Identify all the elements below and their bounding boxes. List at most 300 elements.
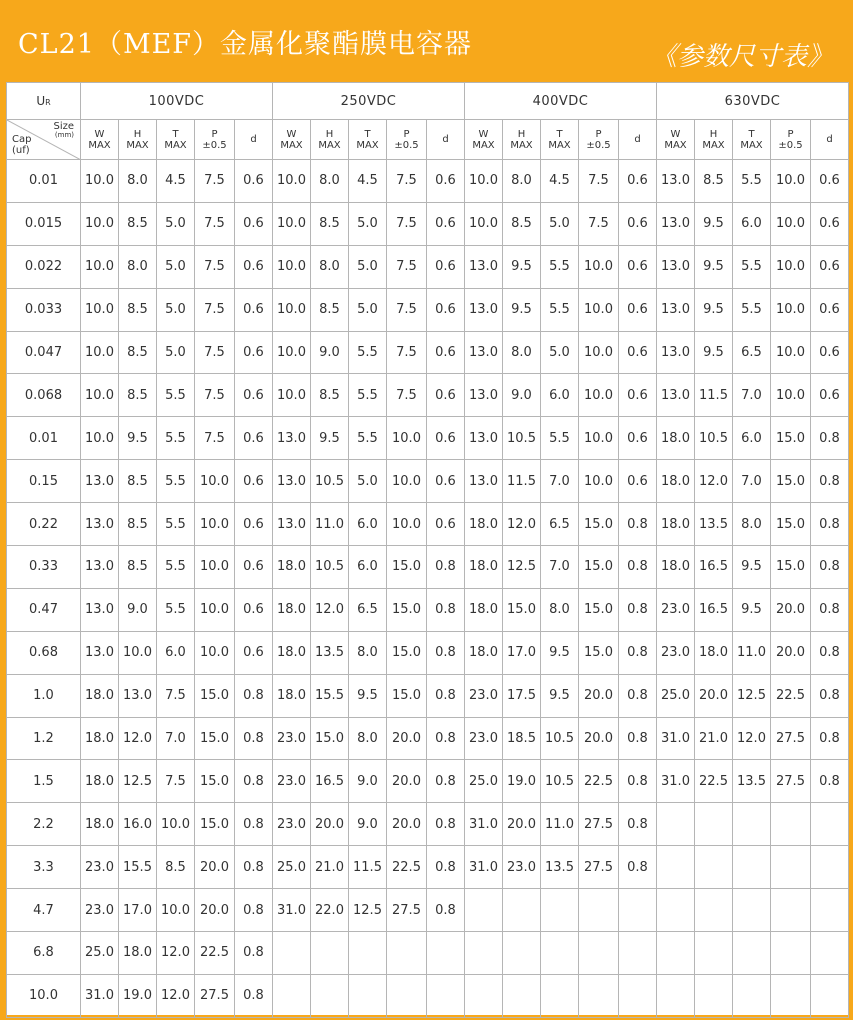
table-cell-t: 8.0 bbox=[349, 717, 387, 760]
header-d-max: d bbox=[427, 120, 465, 160]
header-t-max: T MAX bbox=[733, 120, 771, 160]
table-cell-t: 4.5 bbox=[349, 160, 387, 203]
table-cell-t: 5.0 bbox=[541, 202, 579, 245]
table-cell-p: 7.5 bbox=[195, 202, 235, 245]
table-cell-w: 10.0 bbox=[273, 374, 311, 417]
table-cell-w: 25.0 bbox=[81, 932, 119, 975]
table-cell-t: 5.5 bbox=[157, 417, 195, 460]
table-cell-d: 0.6 bbox=[235, 503, 273, 546]
table-cell-d: 0.6 bbox=[235, 160, 273, 203]
table-cell-t: 9.0 bbox=[349, 803, 387, 846]
table-cell-d: 0.8 bbox=[619, 760, 657, 803]
capacitance-cell: 6.8 bbox=[7, 932, 81, 975]
table-row bbox=[7, 717, 849, 760]
table-cell-p bbox=[771, 932, 811, 975]
table-cell-h: 10.5 bbox=[503, 417, 541, 460]
table-cell-h: 13.5 bbox=[695, 503, 733, 546]
table-cell-p: 15.0 bbox=[579, 546, 619, 589]
table-cell-w: 18.0 bbox=[657, 503, 695, 546]
table-cell-t: 5.0 bbox=[541, 331, 579, 374]
table-cell-p: 7.5 bbox=[387, 288, 427, 331]
table-cell-t: 7.0 bbox=[733, 374, 771, 417]
table-cell-t: 5.5 bbox=[157, 374, 195, 417]
table-cell-p: 10.0 bbox=[771, 288, 811, 331]
table-cell-t: 10.5 bbox=[541, 717, 579, 760]
table-cell-p: 10.0 bbox=[195, 503, 235, 546]
table-cell-h: 9.5 bbox=[503, 288, 541, 331]
table-cell-p: 15.0 bbox=[771, 546, 811, 589]
table-cell-p bbox=[387, 932, 427, 975]
table-cell-w: 13.0 bbox=[657, 245, 695, 288]
table-cell-h: 8.5 bbox=[119, 460, 157, 503]
table-cell-h: 17.0 bbox=[503, 631, 541, 674]
table-cell-h: 8.5 bbox=[119, 546, 157, 589]
table-cell-h: 18.0 bbox=[119, 932, 157, 975]
table-cell-d: 0.6 bbox=[619, 374, 657, 417]
table-cell-h: 11.5 bbox=[503, 460, 541, 503]
table-cell-w: 23.0 bbox=[273, 760, 311, 803]
table-cell-p: 10.0 bbox=[579, 331, 619, 374]
table-row bbox=[7, 674, 849, 717]
table-cell-d bbox=[619, 889, 657, 932]
capacitance-cell: 0.01 bbox=[7, 417, 81, 460]
table-cell-p: 20.0 bbox=[579, 674, 619, 717]
table-cell-w: 25.0 bbox=[465, 760, 503, 803]
table-cell-d: 0.8 bbox=[235, 889, 273, 932]
table-cell-w bbox=[657, 889, 695, 932]
table-cell-t bbox=[541, 932, 579, 975]
table-cell-t: 5.0 bbox=[157, 288, 195, 331]
table-cell-p: 15.0 bbox=[579, 503, 619, 546]
table-cell-p: 7.5 bbox=[195, 417, 235, 460]
table-cell-t bbox=[733, 846, 771, 889]
table-cell-t: 5.0 bbox=[349, 245, 387, 288]
table-cell-w bbox=[657, 803, 695, 846]
table-cell-p: 15.0 bbox=[195, 717, 235, 760]
table-cell-p: 27.5 bbox=[771, 717, 811, 760]
table-cell-d: 0.8 bbox=[427, 717, 465, 760]
table-cell-w: 31.0 bbox=[273, 889, 311, 932]
header-w-max: W MAX bbox=[465, 120, 503, 160]
table-cell-p: 22.5 bbox=[771, 674, 811, 717]
table-row bbox=[7, 160, 849, 203]
table-cell-h: 12.0 bbox=[119, 717, 157, 760]
table-cell-d bbox=[427, 974, 465, 1017]
table-cell-d: 0.6 bbox=[811, 245, 849, 288]
table-cell-h: 9.5 bbox=[119, 417, 157, 460]
table-cell-w: 25.0 bbox=[273, 846, 311, 889]
table-cell-h: 11.0 bbox=[311, 503, 349, 546]
table-cell-w: 10.0 bbox=[81, 288, 119, 331]
table-cell-p: 10.0 bbox=[195, 631, 235, 674]
table-row bbox=[7, 803, 849, 846]
table-cell-t: 5.0 bbox=[157, 331, 195, 374]
table-cell-h: 10.0 bbox=[119, 631, 157, 674]
capacitance-cell: 4.7 bbox=[7, 889, 81, 932]
table-cell-d bbox=[619, 932, 657, 975]
table-cell-w: 18.0 bbox=[657, 546, 695, 589]
table-cell-p: 15.0 bbox=[195, 760, 235, 803]
header-p-max: P ±0.5 bbox=[195, 120, 235, 160]
table-cell-p: 10.0 bbox=[579, 245, 619, 288]
table-cell-d bbox=[427, 932, 465, 975]
table-cell-w: 13.0 bbox=[465, 417, 503, 460]
table-row bbox=[7, 974, 849, 1017]
table-cell-p: 10.0 bbox=[579, 374, 619, 417]
voltage-header: 400VDC bbox=[465, 83, 657, 120]
table-cell-t: 5.5 bbox=[157, 460, 195, 503]
table-cell-h: 13.0 bbox=[119, 674, 157, 717]
header-w-max: W MAX bbox=[657, 120, 695, 160]
table-cell-p: 7.5 bbox=[195, 160, 235, 203]
table-cell-h: 8.0 bbox=[311, 160, 349, 203]
table-cell-w: 10.0 bbox=[81, 417, 119, 460]
header-h-max: H MAX bbox=[119, 120, 157, 160]
table-cell-d: 0.8 bbox=[619, 803, 657, 846]
table-row bbox=[7, 932, 849, 975]
table-cell-h: 12.0 bbox=[695, 460, 733, 503]
table-cell-d: 0.6 bbox=[427, 503, 465, 546]
table-cell-w: 18.0 bbox=[657, 460, 695, 503]
table-cell-t: 6.0 bbox=[157, 631, 195, 674]
table-cell-t: 6.0 bbox=[733, 202, 771, 245]
table-cell-p: 7.5 bbox=[387, 160, 427, 203]
table-cell-h bbox=[311, 932, 349, 975]
table-cell-p: 7.5 bbox=[387, 202, 427, 245]
table-cell-p: 10.0 bbox=[771, 160, 811, 203]
table-cell-h: 8.0 bbox=[119, 245, 157, 288]
table-cell-p: 10.0 bbox=[579, 460, 619, 503]
table-cell-t bbox=[733, 974, 771, 1017]
table-cell-h: 12.5 bbox=[119, 760, 157, 803]
table-cell-h: 15.5 bbox=[311, 674, 349, 717]
capacitance-cell: 2.2 bbox=[7, 803, 81, 846]
table-cell-h: 9.5 bbox=[311, 417, 349, 460]
table-row bbox=[7, 417, 849, 460]
table-cell-p: 7.5 bbox=[195, 331, 235, 374]
table-cell-h bbox=[695, 932, 733, 975]
table-cell-w: 10.0 bbox=[465, 160, 503, 203]
table-cell-p: 20.0 bbox=[195, 846, 235, 889]
table-cell-p bbox=[771, 889, 811, 932]
table-cell-p: 10.0 bbox=[387, 460, 427, 503]
table-cell-t: 8.0 bbox=[349, 631, 387, 674]
table-cell-t: 9.5 bbox=[733, 588, 771, 631]
table-cell-t: 7.0 bbox=[541, 546, 579, 589]
table-cell-w: 18.0 bbox=[465, 631, 503, 674]
table-cell-w bbox=[657, 932, 695, 975]
table-cell-t: 8.0 bbox=[733, 503, 771, 546]
table-cell-p: 22.5 bbox=[195, 932, 235, 975]
table-cell-t: 5.0 bbox=[349, 202, 387, 245]
table-cell-w bbox=[273, 974, 311, 1017]
voltage-header-row bbox=[7, 83, 849, 120]
table-cell-h: 16.5 bbox=[311, 760, 349, 803]
table-cell-t: 4.5 bbox=[157, 160, 195, 203]
header-h-max: H MAX bbox=[311, 120, 349, 160]
table-cell-d: 0.8 bbox=[619, 674, 657, 717]
table-cell-d: 0.6 bbox=[427, 417, 465, 460]
table-cell-h: 8.5 bbox=[311, 202, 349, 245]
header-h-max: H MAX bbox=[503, 120, 541, 160]
table-cell-p: 20.0 bbox=[579, 717, 619, 760]
table-cell-w: 13.0 bbox=[465, 331, 503, 374]
table-cell-d bbox=[811, 932, 849, 975]
table-cell-p: 27.5 bbox=[579, 846, 619, 889]
table-cell-p: 10.0 bbox=[387, 503, 427, 546]
table-cell-w: 18.0 bbox=[657, 417, 695, 460]
table-cell-d: 0.6 bbox=[811, 331, 849, 374]
table-cell-d: 0.8 bbox=[235, 674, 273, 717]
table-row bbox=[7, 331, 849, 374]
table-cell-p: 7.5 bbox=[579, 160, 619, 203]
table-cell-p: 10.0 bbox=[771, 202, 811, 245]
table-cell-t: 8.5 bbox=[157, 846, 195, 889]
table-cell-d: 0.6 bbox=[811, 202, 849, 245]
table-cell-w: 23.0 bbox=[465, 717, 503, 760]
header-h-max: H MAX bbox=[695, 120, 733, 160]
table-cell-d bbox=[811, 846, 849, 889]
voltage-header: 630VDC bbox=[657, 83, 849, 120]
table-cell-h: 16.0 bbox=[119, 803, 157, 846]
header-p-max: P ±0.5 bbox=[387, 120, 427, 160]
table-cell-h: 19.0 bbox=[119, 974, 157, 1017]
table-cell-p bbox=[579, 932, 619, 975]
table-cell-h: 15.0 bbox=[503, 588, 541, 631]
table-cell-h: 16.5 bbox=[695, 546, 733, 589]
table-cell-h: 15.0 bbox=[311, 717, 349, 760]
table-cell-h: 9.0 bbox=[119, 588, 157, 631]
table-cell-h: 8.5 bbox=[503, 202, 541, 245]
parameter-sheet bbox=[6, 82, 848, 1015]
table-cell-d: 0.6 bbox=[619, 245, 657, 288]
table-cell-t bbox=[733, 932, 771, 975]
table-cell-w: 13.0 bbox=[465, 374, 503, 417]
table-cell-d: 0.6 bbox=[427, 160, 465, 203]
table-cell-d: 0.6 bbox=[619, 160, 657, 203]
table-cell-d: 0.8 bbox=[427, 803, 465, 846]
table-cell-w: 10.0 bbox=[81, 202, 119, 245]
table-cell-h bbox=[695, 974, 733, 1017]
table-cell-w: 13.0 bbox=[657, 202, 695, 245]
table-cell-t: 7.0 bbox=[733, 460, 771, 503]
table-cell-d: 0.6 bbox=[235, 202, 273, 245]
table-cell-d: 0.8 bbox=[619, 503, 657, 546]
table-cell-w bbox=[465, 889, 503, 932]
table-cell-d: 0.6 bbox=[427, 245, 465, 288]
capacitance-cell: 10.0 bbox=[7, 974, 81, 1017]
capacitance-cell: 3.3 bbox=[7, 846, 81, 889]
table-cell-h: 17.5 bbox=[503, 674, 541, 717]
table-cell-h: 8.0 bbox=[311, 245, 349, 288]
table-cell-d: 0.8 bbox=[427, 889, 465, 932]
table-cell-t: 5.5 bbox=[157, 503, 195, 546]
table-cell-p: 10.0 bbox=[387, 417, 427, 460]
capacitance-cell: 1.5 bbox=[7, 760, 81, 803]
capacitance-cell: 0.033 bbox=[7, 288, 81, 331]
table-cell-d: 0.6 bbox=[811, 160, 849, 203]
table-cell-p: 22.5 bbox=[387, 846, 427, 889]
table-cell-h: 17.0 bbox=[119, 889, 157, 932]
table-cell-d: 0.6 bbox=[619, 331, 657, 374]
capacitance-cell: 0.47 bbox=[7, 588, 81, 631]
voltage-header: 250VDC bbox=[273, 83, 465, 120]
table-cell-w: 10.0 bbox=[81, 331, 119, 374]
table-cell-w: 10.0 bbox=[273, 160, 311, 203]
table-cell-w: 18.0 bbox=[273, 674, 311, 717]
table-cell-t: 11.5 bbox=[349, 846, 387, 889]
table-cell-w: 23.0 bbox=[465, 674, 503, 717]
table-cell-t: 8.0 bbox=[541, 588, 579, 631]
table-cell-d: 0.8 bbox=[811, 417, 849, 460]
table-cell-h bbox=[695, 889, 733, 932]
table-cell-d: 0.8 bbox=[427, 588, 465, 631]
table-cell-d: 0.6 bbox=[235, 245, 273, 288]
table-cell-h: 8.5 bbox=[119, 288, 157, 331]
table-cell-d: 0.6 bbox=[235, 460, 273, 503]
table-cell-w: 13.0 bbox=[657, 288, 695, 331]
table-cell-p: 7.5 bbox=[387, 374, 427, 417]
table-cell-t: 13.5 bbox=[541, 846, 579, 889]
table-cell-p: 15.0 bbox=[195, 674, 235, 717]
table-cell-p: 15.0 bbox=[387, 631, 427, 674]
table-cell-p: 10.0 bbox=[579, 288, 619, 331]
table-row bbox=[7, 460, 849, 503]
table-cell-w: 13.0 bbox=[465, 460, 503, 503]
table-row bbox=[7, 546, 849, 589]
table-cell-w: 23.0 bbox=[81, 889, 119, 932]
table-cell-w: 13.0 bbox=[81, 503, 119, 546]
table-cell-p: 10.0 bbox=[771, 331, 811, 374]
table-cell-p: 15.0 bbox=[771, 503, 811, 546]
table-row bbox=[7, 503, 849, 546]
table-cell-h: 8.0 bbox=[503, 160, 541, 203]
table-cell-h: 9.5 bbox=[695, 202, 733, 245]
table-cell-w: 13.0 bbox=[465, 288, 503, 331]
table-cell-d: 0.8 bbox=[619, 631, 657, 674]
table-cell-w: 10.0 bbox=[273, 245, 311, 288]
table-cell-p: 10.0 bbox=[195, 588, 235, 631]
table-cell-d: 0.6 bbox=[619, 202, 657, 245]
table-cell-w: 18.0 bbox=[273, 631, 311, 674]
table-cell-h: 10.5 bbox=[695, 417, 733, 460]
table-cell-d: 0.6 bbox=[235, 288, 273, 331]
table-cell-w: 13.0 bbox=[657, 374, 695, 417]
table-cell-w: 18.0 bbox=[465, 503, 503, 546]
table-cell-p bbox=[771, 974, 811, 1017]
table-cell-p: 10.0 bbox=[195, 460, 235, 503]
table-cell-p bbox=[579, 889, 619, 932]
table-cell-h: 8.5 bbox=[119, 331, 157, 374]
table-row bbox=[7, 760, 849, 803]
table-row bbox=[7, 588, 849, 631]
table-cell-w: 23.0 bbox=[657, 588, 695, 631]
table-cell-w: 31.0 bbox=[465, 803, 503, 846]
table-cell-w: 13.0 bbox=[81, 546, 119, 589]
table-cell-h: 18.5 bbox=[503, 717, 541, 760]
table-cell-h bbox=[503, 974, 541, 1017]
table-cell-p: 15.0 bbox=[579, 588, 619, 631]
header-d-max: d bbox=[811, 120, 849, 160]
table-cell-t bbox=[541, 889, 579, 932]
table-cell-d: 0.8 bbox=[235, 760, 273, 803]
table-cell-w: 18.0 bbox=[81, 674, 119, 717]
table-cell-w bbox=[657, 846, 695, 889]
table-cell-d: 0.6 bbox=[811, 374, 849, 417]
table-cell-t: 7.5 bbox=[157, 674, 195, 717]
capacitance-cell: 0.022 bbox=[7, 245, 81, 288]
table-cell-w: 31.0 bbox=[657, 760, 695, 803]
table-cell-w: 13.0 bbox=[81, 631, 119, 674]
capacitance-cell: 1.0 bbox=[7, 674, 81, 717]
table-cell-d: 0.6 bbox=[235, 631, 273, 674]
table-cell-p: 10.0 bbox=[195, 546, 235, 589]
table-cell-w: 10.0 bbox=[273, 202, 311, 245]
table-cell-h: 9.5 bbox=[695, 245, 733, 288]
table-cell-t: 12.0 bbox=[157, 932, 195, 975]
rated-voltage-label: UR bbox=[7, 83, 81, 120]
table-cell-h: 9.5 bbox=[695, 288, 733, 331]
table-cell-t: 7.0 bbox=[157, 717, 195, 760]
capacitance-cell: 0.15 bbox=[7, 460, 81, 503]
table-cell-t: 6.5 bbox=[541, 503, 579, 546]
table-cell-d: 0.8 bbox=[427, 674, 465, 717]
capacitance-cell: 0.33 bbox=[7, 546, 81, 589]
table-cell-t: 12.0 bbox=[733, 717, 771, 760]
table-cell-d: 0.8 bbox=[235, 803, 273, 846]
table-cell-p bbox=[579, 974, 619, 1017]
header-d-max: d bbox=[235, 120, 273, 160]
table-cell-d: 0.6 bbox=[619, 288, 657, 331]
capacitance-cell: 1.2 bbox=[7, 717, 81, 760]
table-cell-t: 5.5 bbox=[157, 588, 195, 631]
table-cell-p: 7.5 bbox=[579, 202, 619, 245]
table-cell-p: 27.5 bbox=[579, 803, 619, 846]
table-cell-h: 12.0 bbox=[311, 588, 349, 631]
table-cell-d: 0.8 bbox=[235, 932, 273, 975]
table-cell-w: 25.0 bbox=[657, 674, 695, 717]
table-cell-h: 22.5 bbox=[695, 760, 733, 803]
table-row bbox=[7, 288, 849, 331]
table-cell-t: 5.5 bbox=[541, 288, 579, 331]
cap-label: Cap (uf) bbox=[12, 134, 32, 156]
table-cell-d: 0.8 bbox=[619, 846, 657, 889]
table-cell-p: 15.0 bbox=[771, 417, 811, 460]
table-cell-t: 5.0 bbox=[349, 288, 387, 331]
table-cell-h: 16.5 bbox=[695, 588, 733, 631]
table-cell-d: 0.8 bbox=[811, 760, 849, 803]
table-cell-d: 0.6 bbox=[235, 588, 273, 631]
header-p-max: P ±0.5 bbox=[579, 120, 619, 160]
table-cell-w: 10.0 bbox=[81, 160, 119, 203]
table-cell-h: 9.5 bbox=[503, 245, 541, 288]
table-cell-d: 0.6 bbox=[811, 288, 849, 331]
table-cell-d: 0.8 bbox=[811, 460, 849, 503]
table-cell-t: 9.5 bbox=[541, 631, 579, 674]
table-cell-t: 5.5 bbox=[541, 417, 579, 460]
table-cell-d: 0.8 bbox=[427, 631, 465, 674]
table-cell-h: 21.0 bbox=[311, 846, 349, 889]
table-cell-d: 0.8 bbox=[619, 717, 657, 760]
table-cell-t: 12.0 bbox=[157, 974, 195, 1017]
table-cell-d: 0.8 bbox=[235, 846, 273, 889]
table-cell-p: 20.0 bbox=[387, 760, 427, 803]
capacitance-cell: 0.068 bbox=[7, 374, 81, 417]
capacitance-cell: 0.015 bbox=[7, 202, 81, 245]
table-cell-t: 5.0 bbox=[157, 202, 195, 245]
table-cell-w: 31.0 bbox=[81, 974, 119, 1017]
voltage-header: 100VDC bbox=[81, 83, 273, 120]
